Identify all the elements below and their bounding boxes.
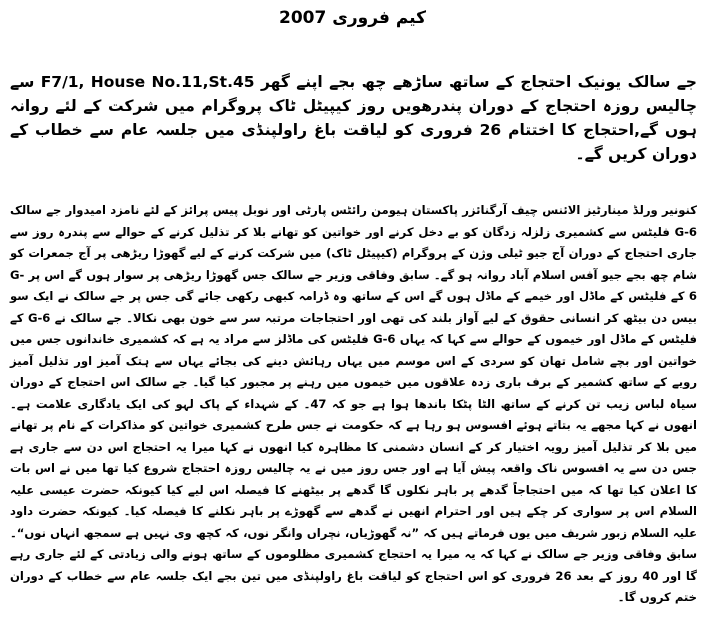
body-paragraph: کنونیر ورلڈ مینارٹیز الائنس چیف آرگنائزر پاکستان ہیومن رائٹس پارٹی اور نوبل پیس پرائز کے لئے نامزد امیدوار جے سالک G-6 فلیٹس سے کشمیری زلزلہ زدگان کو بے دخل کرنے اور خواتین کو تھانے بلا کر تذلیل کرنے کے حوالے سے پندرہ روز سے جاری احتجاج کے دوران آج جیو ٹیلی وژن کے پروگرام (کیپیٹل ٹاک) میں شرکت کرنے کے لیے گھوڑا ریڑھی پر آج جمعرات کو شام چھ بجے جیو آفس اسلام آباد روانہ ہو گے۔ سابق وفاقی وزیر جے سالک جس گھوڑا ریڑھی پر سوار ہوں گے اس پر G-6 کے فلیٹس کے ماڈل اور خیمے کے ماڈل ہوں گے اس کے ساتھ وہ ڈرامہ کبھی رکھی جائے گی جس پر جے سالک نے ایک سو بیس دن بیٹھ کر انسانی حقوق کے لیے آواز بلند کی تھی اور احتجاجات مرتبہ سر سے خون بھی نکالا۔ جے سالک نے G-6 کے فلیٹس کے ماڈل اور خیموں کے حوالے سے کہا کہ یہاں G-6 فلیٹس کی ماڈلز سے مراد یہ ہے کہ کشمیری خاندانوں جس میں خواتین اور بچے شامل تھان کو سردی کے اس موسم میں یہاں رہائش دینے کی بجائے یہاں سے ہتک آمیز اور تذلیل آمیز رویے کے ساتھ کشمیر کے برف باری زدہ علاقوں میں خیموں میں رہنے پر مجبور کیا گیا۔ جے سالک اس احتجاج کے دوران سیاہ لباس زیب تن کرنے کے ساتھ الٹا پٹکا باندھا ہوا ہے جو کہ 47۔ کے شہداء کے پاک لہو کی ایک یادگاری علامت ہے۔ انھوں نے کہا مجھے یہ بتاتے ہوئے افسوس ہو رہا ہے کہ حکومت نے جس طرح کشمیری خواتین کو مذاکرات کے نام پر تھانے میں بلا کر تذلیل آمیز رویہ اختیار کر کے انسان دشمنی کا مظاہرہ کیا انھوں نے کہا میرا یہ احتجاج اس دن سے جاری ہے جس دن سے یہ افسوس ناک واقعہ پیش آیا ہے اور جس روز میں نے یہ چالیس روزہ احتجاج شروع کیا تھا میں نے اس بات کا اعلان کیا تھا کہ میں احتجاجاً گدھے پر باہر نکلوں گا گدھے پر بیٹھنے کا فیصلہ اس لیے کیا کیونکہ حضرت عیسی علیہ السلام اس پر سواری کر چکے ہیں اور احترام انھیں نے گدھے سے گھوڑے پر باہر نکلنے کا فیصلہ کیا۔ کیونکہ حضرت داود علیہ السلام زبور شریف میں یوں فرماتے ہیں کہ ”نہ گھوڑیاں، نچراں وانگر نوں، کہ کچھ وی نہیں ہے سمجھ انہاں نوں“۔ سابق وفاقی وزیر جے سالک نے کہا کہ یہ میرا یہ احتجاج کشمیری مظلوموں کے ساتھ ہونے والی زیادتی کے لئے جاری رہے گا اور 40 روز کے بعد 26 فروری کو اس احتجاج کو لیاقت باغ راولپنڈی میں تین بجے ایک جلسہ عام سے خطاب کے دوران ختم کروں گا۔	[10, 203, 698, 604]
press-release-page	[6, 0, 699, 632]
page-title: کیم فروری 2007	[279, 8, 426, 28]
lead-paragraph: جے سالک یونیک احتجاج کے ساتھ ساڑھے چھ بجے اپنے گھر F7/1, House No.11,St.45 سے چالیس روزہ احتجاج کے دوران پندرھویں روز کیپیٹل ٹاک پروگرام میں شرکت کے لئے روانہ ہوں گے,احتجاج کا اختتام 26 فروری کو لیاقت باغ راولپنڈی میں جلسہ عام سے خطاب کے دوران کریں گے۔	[10, 73, 697, 163]
